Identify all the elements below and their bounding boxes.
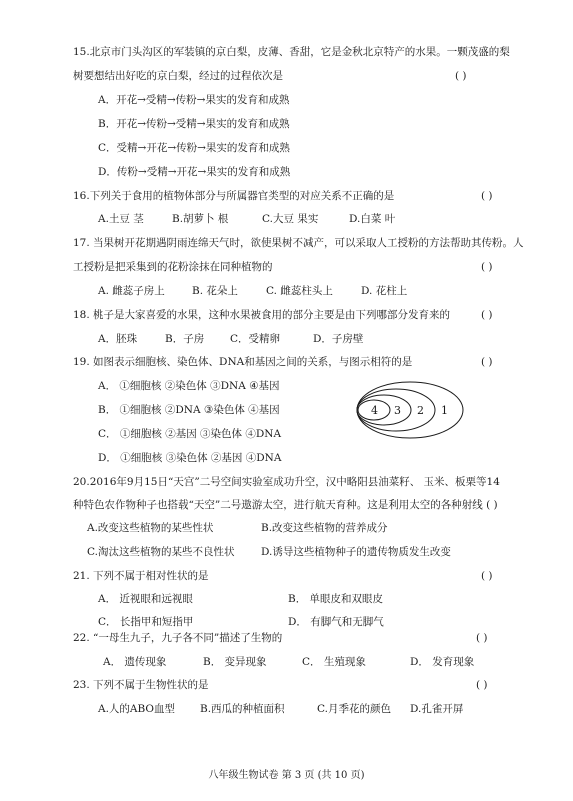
q17-bracket: ( ) (481, 261, 493, 273)
q19-option-b: B． ①细胞核 ②DNA ③染色体 ④基因 (98, 404, 280, 416)
q18-bracket: ( ) (481, 309, 493, 321)
q23-line1: 23. 下列不属于生物性状的是 (73, 679, 209, 691)
q19-line1: 19. 如图表示细胞核、染色体、DNA和基因之间的关系，与图示相符的是 (73, 356, 413, 368)
q21-line1: 21. 下列不属于相对性状的是 (73, 570, 209, 582)
q21-bracket: ( ) (481, 570, 493, 582)
diagram-label-2: 2 (417, 404, 424, 417)
q18-option-c: C．受精卵 (230, 333, 281, 345)
q15-line1: 15.北京市门头沟区的军装镇的京白梨，皮薄、香甜，它是金秋北京特产的水果。一颗茂盛的梨 (73, 46, 510, 58)
diagram-label-1: 1 (441, 404, 448, 417)
q17-line1: 17. 当果树开花期遇阴雨连绵天气时，欲使果树不减产，可以采取人工授粉的方法帮助其传粉。人 (73, 237, 524, 249)
q17-option-d: D. 花柱上 (361, 285, 408, 297)
q19-bracket: ( ) (481, 356, 493, 368)
q21-option-d: D． 有脚气和无脚气 (288, 616, 384, 628)
q22-line1: 22. “一母生九子，九子各不同”描述了生物的 (73, 632, 283, 644)
q23-option-d: D.孔雀开屏 (410, 703, 464, 715)
q20-option-d: D.诱导这些植物种子的遗传物质发生改变 (261, 546, 451, 558)
q16-option-d: D.白菜 叶 (349, 213, 396, 225)
q17-line2: 工授粉是把采集到的花粉涂抹在同种植物的 (73, 261, 273, 273)
q16-line1: 16.下列关于食用的植物体部分与所属器官类型的对应关系不正确的是 (73, 190, 395, 202)
q17-option-a: A. 雌蕊子房上 (98, 285, 165, 297)
q16-option-c: C.大豆 果实 (262, 213, 319, 225)
q21-option-b: B． 单眼皮和双眼皮 (288, 593, 384, 605)
diagram-label-3: 3 (394, 404, 401, 417)
q22-option-c: C． 生殖现象 (302, 656, 366, 668)
q18-option-d: D．子房壁 (313, 333, 364, 345)
q22-option-d: D． 发育现象 (410, 656, 475, 668)
q18-option-b: B．子房 (165, 333, 205, 345)
q20-option-c: C.淘汰这些植物的某些不良性状 (87, 546, 235, 558)
q22-option-a: A． 遗传现象 (103, 656, 167, 668)
q15-option-a: A．开花→受精→传粉→果实的发育和成熟 (98, 94, 290, 106)
q18-line1: 18. 桃子是大家喜爱的水果，这种水果被食用的部分主要是由下列哪部分发育来的 (73, 309, 451, 321)
q21-option-c: C． 长指甲和短指甲 (98, 616, 194, 628)
q17-option-b: B. 花朵上 (192, 285, 238, 297)
q23-option-a: A.人的ABO血型 (98, 703, 176, 715)
page-footer: 八年级生物试卷 第 3 页 (共 10 页) (208, 770, 365, 781)
q21-option-a: A． 近视眼和远视眼 (98, 593, 193, 605)
q16-option-a: A.土豆 茎 (98, 213, 144, 225)
q22-bracket: ( ) (476, 632, 488, 644)
q19-option-a: A． ①细胞核 ②染色体 ③DNA ④基因 (98, 380, 280, 392)
q22-option-b: B． 变异现象 (203, 656, 267, 668)
q20-line1: 20.2016年9月15日“天宫”二号空间实验室成功升空，汉中略阳县油菜籽、 玉米、板栗等14 (73, 476, 500, 488)
q16-option-b: B.胡萝卜 根 (172, 213, 229, 225)
q20-line2: 种特色农作物种子也搭载“天空”二号遨游太空，进行航天育种。这是利用太空的各种射线 ( ) (73, 499, 498, 511)
q20-option-b: B.改变这些植物的营养成分 (261, 522, 388, 534)
nested-ellipses-diagram (355, 380, 465, 440)
q19-option-c: C． ①细胞核 ②基因 ③染色体 ④DNA (98, 428, 282, 440)
q16-bracket: ( ) (481, 190, 493, 202)
q23-option-b: B.西瓜的种植面积 (200, 703, 285, 715)
q19-option-d: D． ①细胞核 ③染色体 ②基因 ④DNA (98, 452, 282, 464)
ellipse-3 (357, 395, 411, 425)
q17-option-c: C. 雌蕊柱头上 (266, 285, 333, 297)
q15-option-b: B．开花→传粉→受精→果实的发育和成熟 (98, 118, 290, 130)
diagram-label-4: 4 (371, 404, 378, 417)
q23-bracket: ( ) (476, 679, 488, 691)
q23-option-c: C.月季花的颜色 (317, 703, 391, 715)
q15-option-c: C．受精→开花→传粉→果实的发育和成熟 (98, 142, 290, 154)
q15-option-d: D．传粉→受精→开花→果实的发育和成熟 (98, 166, 291, 178)
q15-line2: 树要想结出好吃的京白梨，经过的过程依次是 (73, 70, 283, 82)
q15-bracket: ( ) (455, 70, 467, 82)
q20-option-a: A.改变这些植物的某些性状 (87, 522, 214, 534)
q18-option-a: A．胚珠 (98, 333, 138, 345)
